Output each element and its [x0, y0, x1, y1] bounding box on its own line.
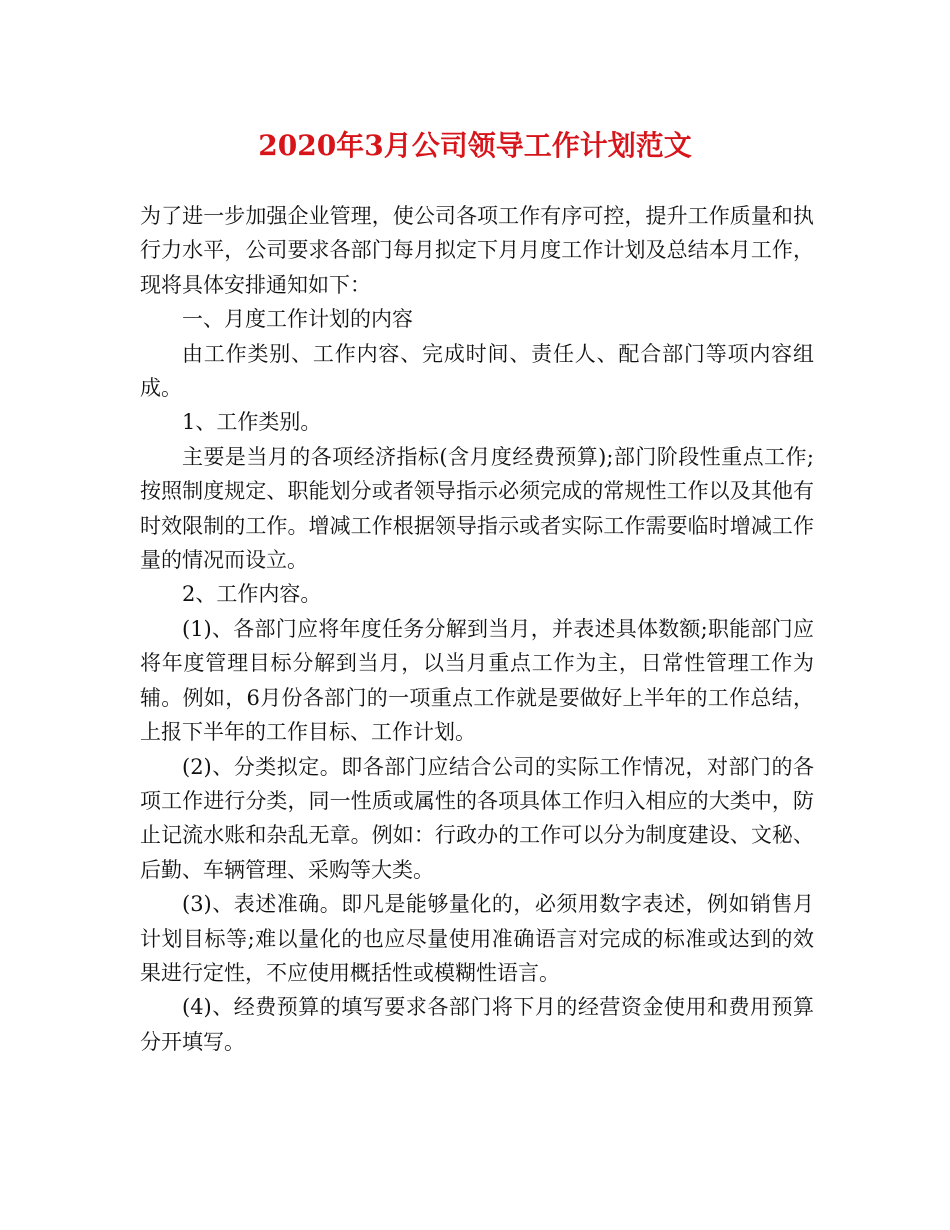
paragraph: 由工作类别、工作内容、完成时间、责任人、配合部门等项内容组成。	[140, 341, 814, 401]
subheading-work-content: 2、工作内容。	[182, 582, 322, 607]
list-item: (2)、分类拟定。即各部门应结合公司的实际工作情况，对部门的各项工作进行分类，同一性质或属性的各项具体工作归入相应的大类中，防止记流水账和杂乱无章。例如：行政办的工作可以分为制度建设、文秘、后勤、车辆管理、采购等大类。	[140, 754, 814, 882]
list-item: (4)、经费预算的填写要求各部门将下月的经营资金使用和费用预算分开填写。	[140, 995, 814, 1054]
paragraph: 主要是当月的各项经济指标(含月度经费预算);部门阶段性重点工作;按照制度规定、职能划分或者领导指示必须完成的常规性工作以及其他有时效限制的工作。增减工作根据领导指示或者实际工作需要临时增减工作量的情况而设立。	[140, 444, 814, 573]
document-body	[140, 199, 814, 1059]
paragraph-intro: 为了进一步加强企业管理，使公司各项工作有序可控，提升工作质量和执行力水平，公司要求各部门每月拟定下月月度工作计划及总结本月工作，现将具体安排通知如下：	[140, 204, 814, 297]
section-heading-1: 一、月度工作计划的内容	[182, 307, 413, 332]
document-title: 2020年3月公司领导工作计划范文	[258, 129, 692, 162]
list-item: (1)、各部门应将年度任务分解到当月，并表述具体数额;职能部门应将年度管理目标分解到当月，以当月重点工作为主，日常性管理工作为辅。例如，6月份各部门的一项重点工作就是要做好上半年的工作总结，上报下半年的工作目标、工作计划。	[140, 616, 814, 745]
list-item: (3)、表述准确。即凡是能够量化的，必须用数字表述，例如销售月计划目标等;难以量化的也应尽量使用准确语言对完成的标准或达到的效果进行定性，不应使用概括性或模糊性语言。	[140, 892, 814, 985]
subheading-work-category: 1、工作类别。	[182, 410, 322, 435]
